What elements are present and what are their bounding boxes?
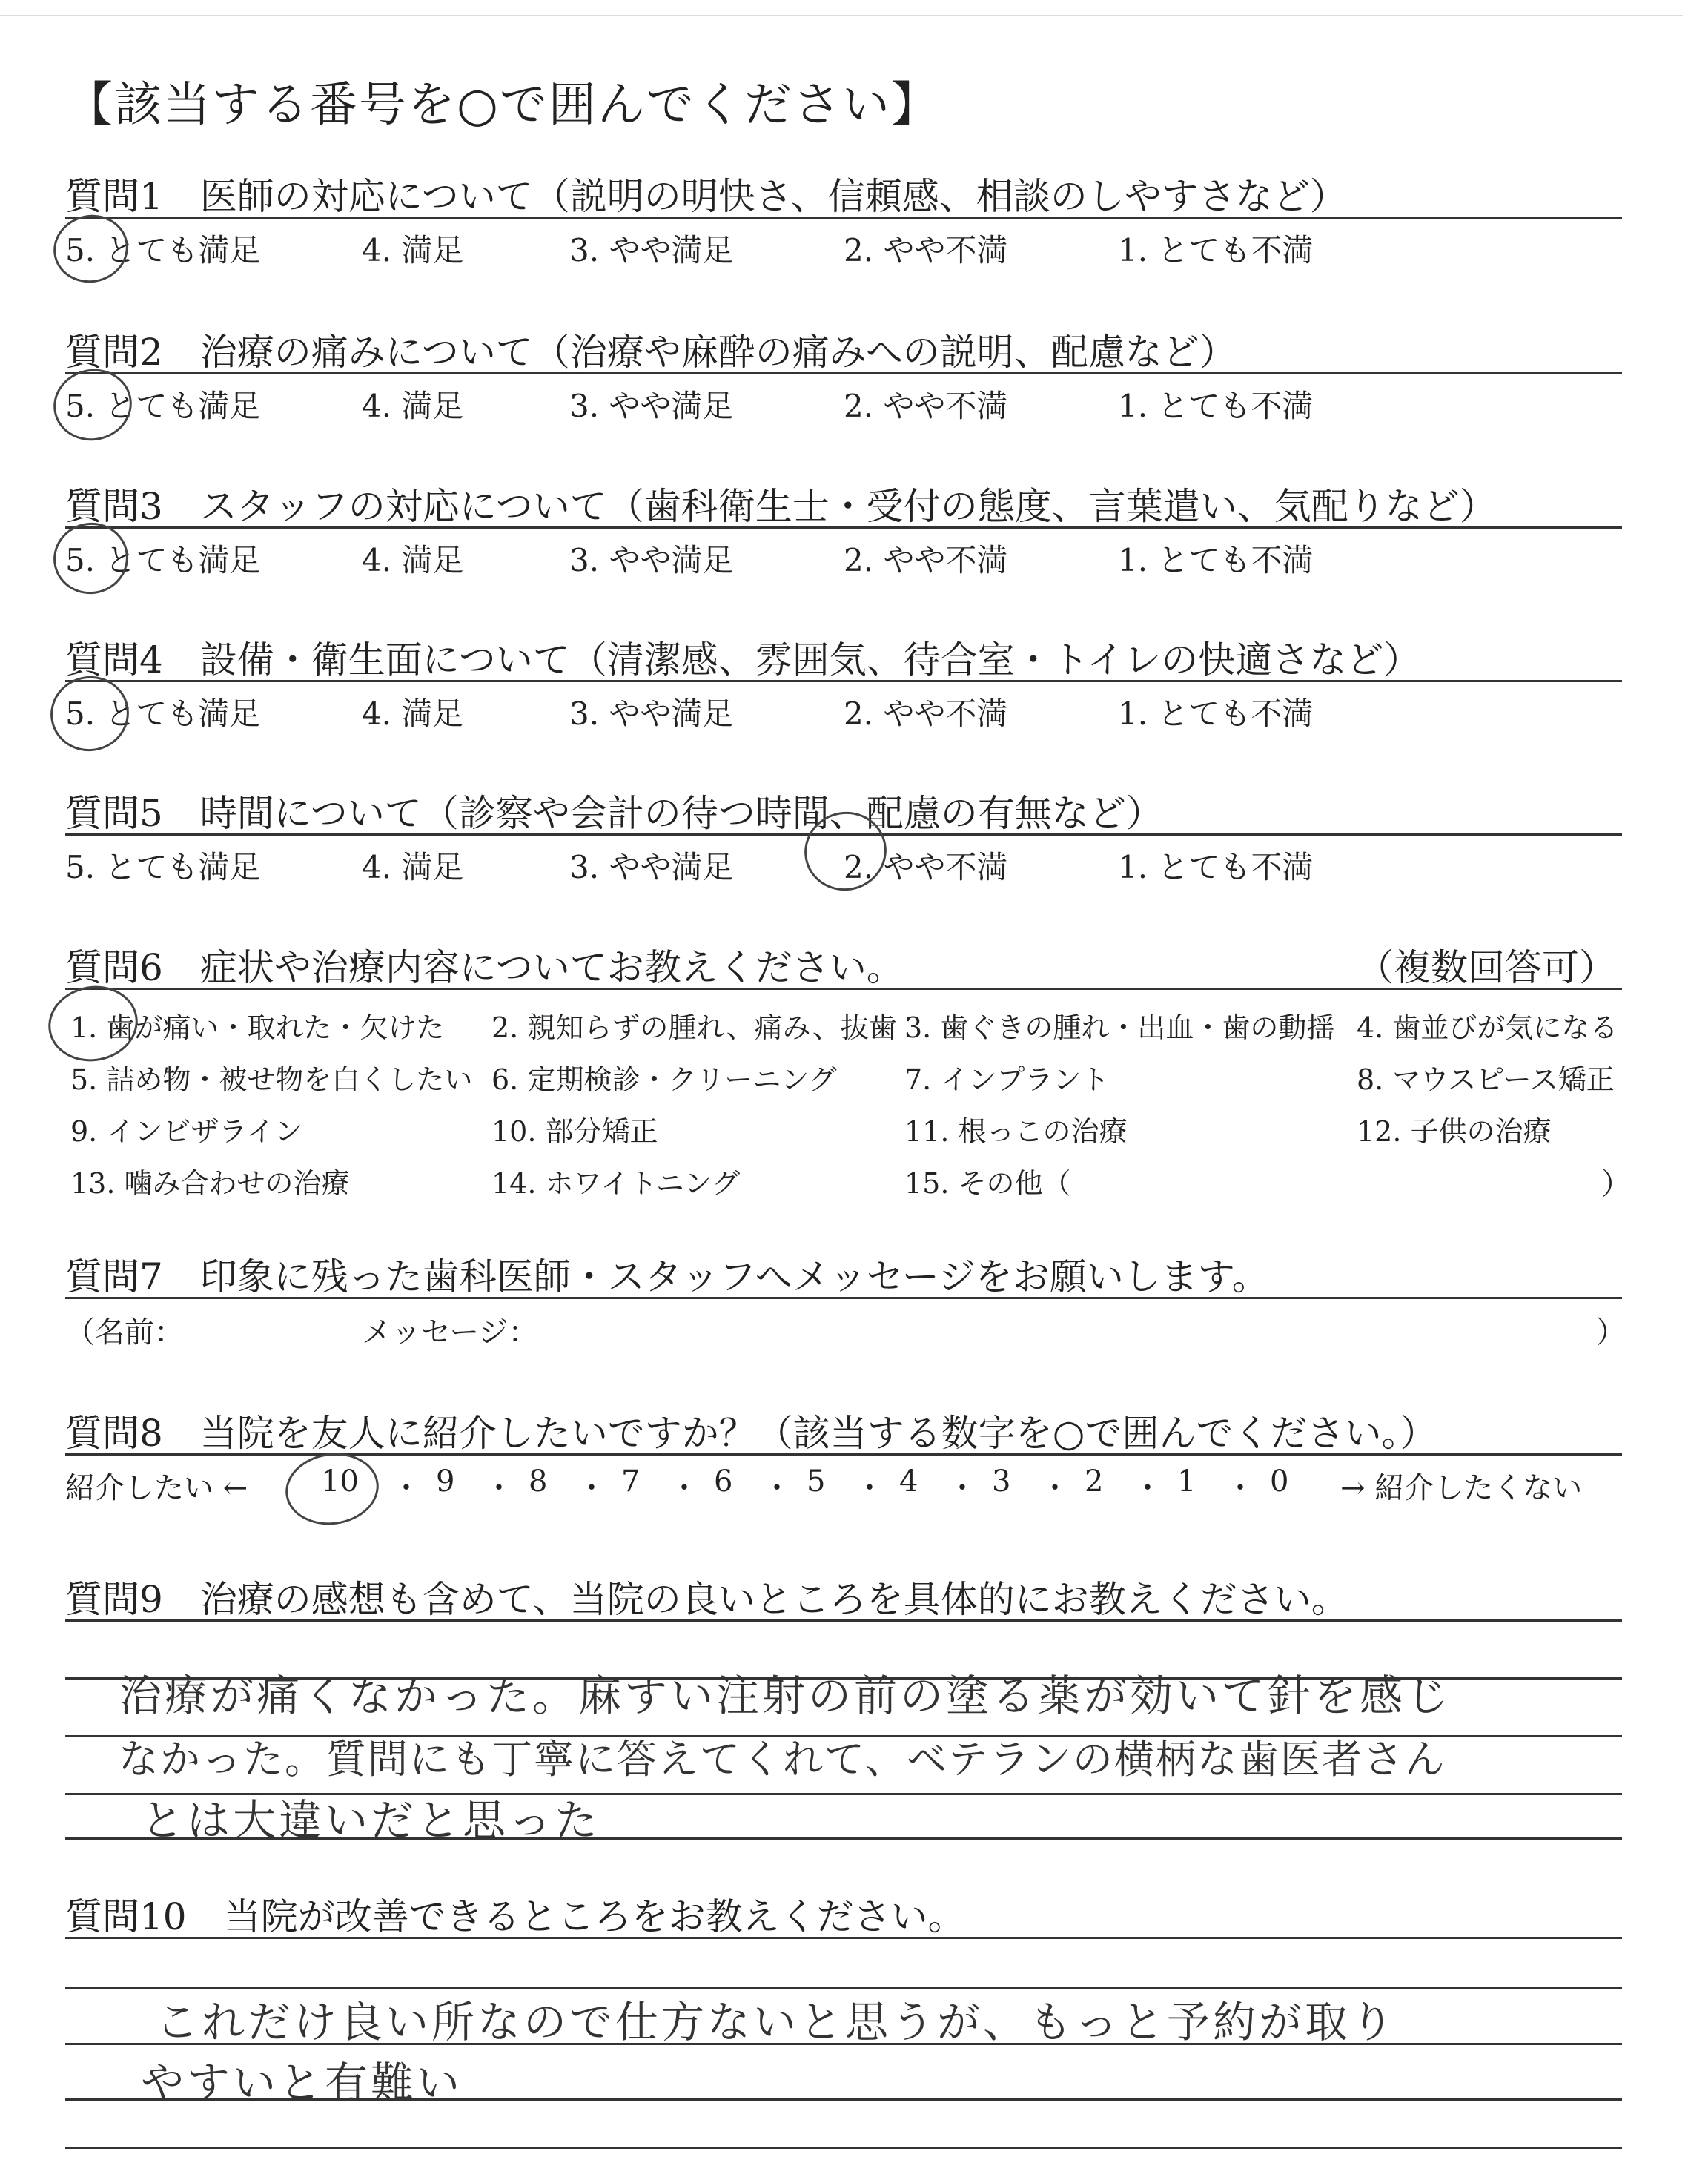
scale-separator: ・ [391, 1471, 421, 1505]
option-3[interactable]: 3. やや満足 [569, 388, 734, 424]
scale-separator: ・ [1133, 1471, 1162, 1505]
q9-answer-line-3: とは大違いだと思った [141, 1795, 601, 1846]
question-2-title: 質問2 治療の痛みについて（治療や麻酔の痛みへの説明、配慮など） [65, 331, 1237, 374]
scale-value-4[interactable]: 4 [899, 1464, 918, 1499]
question-1-title: 質問1 医師の対応について（説明の明快さ、信頼感、相談のしやすさなど） [65, 175, 1347, 218]
option-1[interactable]: 1. とても不満 [1118, 696, 1314, 732]
option-1[interactable]: 1. とても不満 [1118, 849, 1314, 885]
question-7-title: 質問7 印象に残った歯科医師・スタッフへメッセージをお願いします。 [65, 1255, 1269, 1298]
name-label: （名前： [65, 1315, 184, 1350]
option-3[interactable]: 3. やや満足 [569, 849, 734, 885]
option-2[interactable]: 2. やや不満 [844, 388, 1008, 424]
symptom-option-6[interactable]: 6. 定期検診・クリーニング [491, 1063, 837, 1096]
symptom-option-2[interactable]: 2. 親知らずの腫れ、痛み、抜歯 [491, 1011, 897, 1044]
q9-answer-line-2: なかった。質問にも丁寧に答えてくれて、ベテランの横柄な歯医者さん [119, 1736, 1446, 1783]
symptom-option-10[interactable]: 10. 部分矯正 [491, 1115, 658, 1148]
option-4[interactable]: 4. 満足 [362, 388, 464, 424]
scale-value-2[interactable]: 2 [1085, 1464, 1104, 1499]
symptom-option-13[interactable]: 13. 噛み合わせの治療 [70, 1167, 350, 1200]
option-2[interactable]: 2. やや不満 [844, 849, 1008, 885]
option-2[interactable]: 2. やや不満 [844, 542, 1008, 578]
question-4-options [65, 690, 1622, 734]
option-5[interactable]: 5. とても満足 [65, 849, 261, 885]
message-close-paren: ） [1596, 1315, 1626, 1350]
option-4[interactable]: 4. 満足 [362, 542, 464, 578]
question-9-rule [65, 1619, 1622, 1622]
q10-answer-line-2: やすいと有難い [141, 2058, 463, 2108]
question-7-rule [65, 1297, 1622, 1299]
symptom-option-14[interactable]: 14. ホワイトニング [491, 1167, 741, 1200]
question-8-rule [65, 1453, 1622, 1456]
question-2-options [65, 382, 1622, 426]
question-6-note: （複数回答可） [1357, 946, 1616, 989]
option-3[interactable]: 3. やや満足 [569, 696, 734, 732]
option-1[interactable]: 1. とても不満 [1118, 542, 1314, 578]
scale-value-7[interactable]: 7 [621, 1464, 640, 1499]
question-8-title: 質問8 当院を友人に紹介したいですか？（該当する数字を○で囲んでください。） [65, 1412, 1437, 1455]
option-3[interactable]: 3. やや満足 [569, 232, 734, 268]
symptom-option-12[interactable]: 12. 子供の治療 [1357, 1115, 1552, 1148]
scale-separator: ・ [669, 1471, 699, 1505]
option-5[interactable]: 5. とても満足 [65, 696, 261, 732]
option-1[interactable]: 1. とても不満 [1118, 232, 1314, 268]
option-5[interactable]: 5. とても満足 [65, 232, 261, 268]
message-label: メッセージ： [362, 1315, 538, 1350]
other-close-paren: ） [1601, 1167, 1631, 1201]
scale-value-9[interactable]: 9 [436, 1464, 455, 1499]
symptom-option-9[interactable]: 9. インビザライン [70, 1115, 303, 1148]
q9-answer-line-1: 治療が痛くなかった。麻すい注射の前の塗る薬が効いて針を感じ [119, 1671, 1452, 1721]
option-2[interactable]: 2. やや不満 [844, 232, 1008, 268]
scale-value-5[interactable]: 5 [807, 1464, 826, 1499]
option-5[interactable]: 5. とても満足 [65, 388, 261, 424]
scale-value-10[interactable]: 10 [321, 1464, 359, 1499]
answer-line [65, 2147, 1622, 2149]
option-3[interactable]: 3. やや満足 [569, 542, 734, 578]
question-1-rule [65, 217, 1622, 219]
scale-separator: ・ [947, 1471, 977, 1505]
scale-value-8[interactable]: 8 [529, 1464, 548, 1499]
symptom-option-8[interactable]: 8. マウスピース矯正 [1357, 1063, 1615, 1096]
scale-separator: ・ [855, 1471, 884, 1505]
option-5[interactable]: 5. とても満足 [65, 542, 261, 578]
question-4-rule [65, 680, 1622, 682]
scale-right-label: → 紹介したくない [1340, 1471, 1583, 1505]
symptom-option-5[interactable]: 5. 詰め物・被せ物を白くしたい [70, 1063, 473, 1096]
scale-separator: ・ [1040, 1471, 1070, 1505]
q10-answer-line-1: これだけ良い所なので仕方ないと思うが、もっと予約が取り [156, 1997, 1397, 2047]
scale-value-0[interactable]: 0 [1270, 1464, 1289, 1499]
question-9-title: 質問9 治療の感想も含めて、当院の良いところを具体的にお教えください。 [65, 1578, 1348, 1621]
scale-separator: ・ [577, 1471, 606, 1505]
scale-value-6[interactable]: 6 [714, 1464, 733, 1499]
question-10-title: 質問10 当院が改善できるところをお教えください。 [65, 1895, 965, 1938]
question-2-rule [65, 372, 1622, 374]
option-4[interactable]: 4. 満足 [362, 696, 464, 732]
option-2[interactable]: 2. やや不満 [844, 696, 1008, 732]
symptom-option-4[interactable]: 4. 歯並びが気になる [1357, 1011, 1618, 1044]
question-6-rule [65, 988, 1622, 990]
question-4-title: 質問4 設備・衛生面について（清潔感、雰囲気、待合室・トイレの快適さなど） [65, 638, 1421, 681]
scale-separator: ・ [762, 1471, 792, 1505]
option-1[interactable]: 1. とても不満 [1118, 388, 1314, 424]
scale-separator: ・ [484, 1471, 514, 1505]
question-1-options [65, 226, 1622, 271]
option-4[interactable]: 4. 満足 [362, 849, 464, 885]
scale-value-3[interactable]: 3 [992, 1464, 1011, 1499]
scan-edge [0, 15, 1683, 16]
question-5-title: 質問5 時間について（診察や会計の待つ時間、配慮の有無など） [65, 792, 1163, 835]
question-10-rule [65, 1937, 1622, 1939]
selection-circle-q8 [281, 1447, 383, 1531]
question-6-options [70, 1005, 1631, 1227]
scale-separator: ・ [1225, 1471, 1255, 1505]
scale-value-1[interactable]: 1 [1177, 1464, 1196, 1499]
symptom-option-1[interactable]: 1. 歯が痛い・取れた・欠けた [70, 1011, 445, 1044]
symptom-option-3[interactable]: 3. 歯ぐきの腫れ・出血・歯の動揺 [904, 1011, 1335, 1044]
option-4[interactable]: 4. 満足 [362, 232, 464, 268]
question-3-title: 質問3 スタッフの対応について（歯科衛生士・受付の態度、言葉遣い、気配りなど） [65, 485, 1497, 528]
form-heading: 【該当する番号を○で囲んでください】 [65, 78, 940, 133]
question-3-rule [65, 526, 1622, 529]
symptom-option-15[interactable]: 15. その他（ [904, 1167, 1071, 1200]
symptom-option-11[interactable]: 11. 根っこの治療 [904, 1115, 1128, 1148]
symptom-option-7[interactable]: 7. インプラント [904, 1063, 1110, 1096]
question-3-options [65, 536, 1622, 581]
question-6-title: 質問6 症状や治療内容についてお教えください。 [65, 946, 904, 989]
scale-left-label: 紹介したい ← [65, 1471, 248, 1505]
